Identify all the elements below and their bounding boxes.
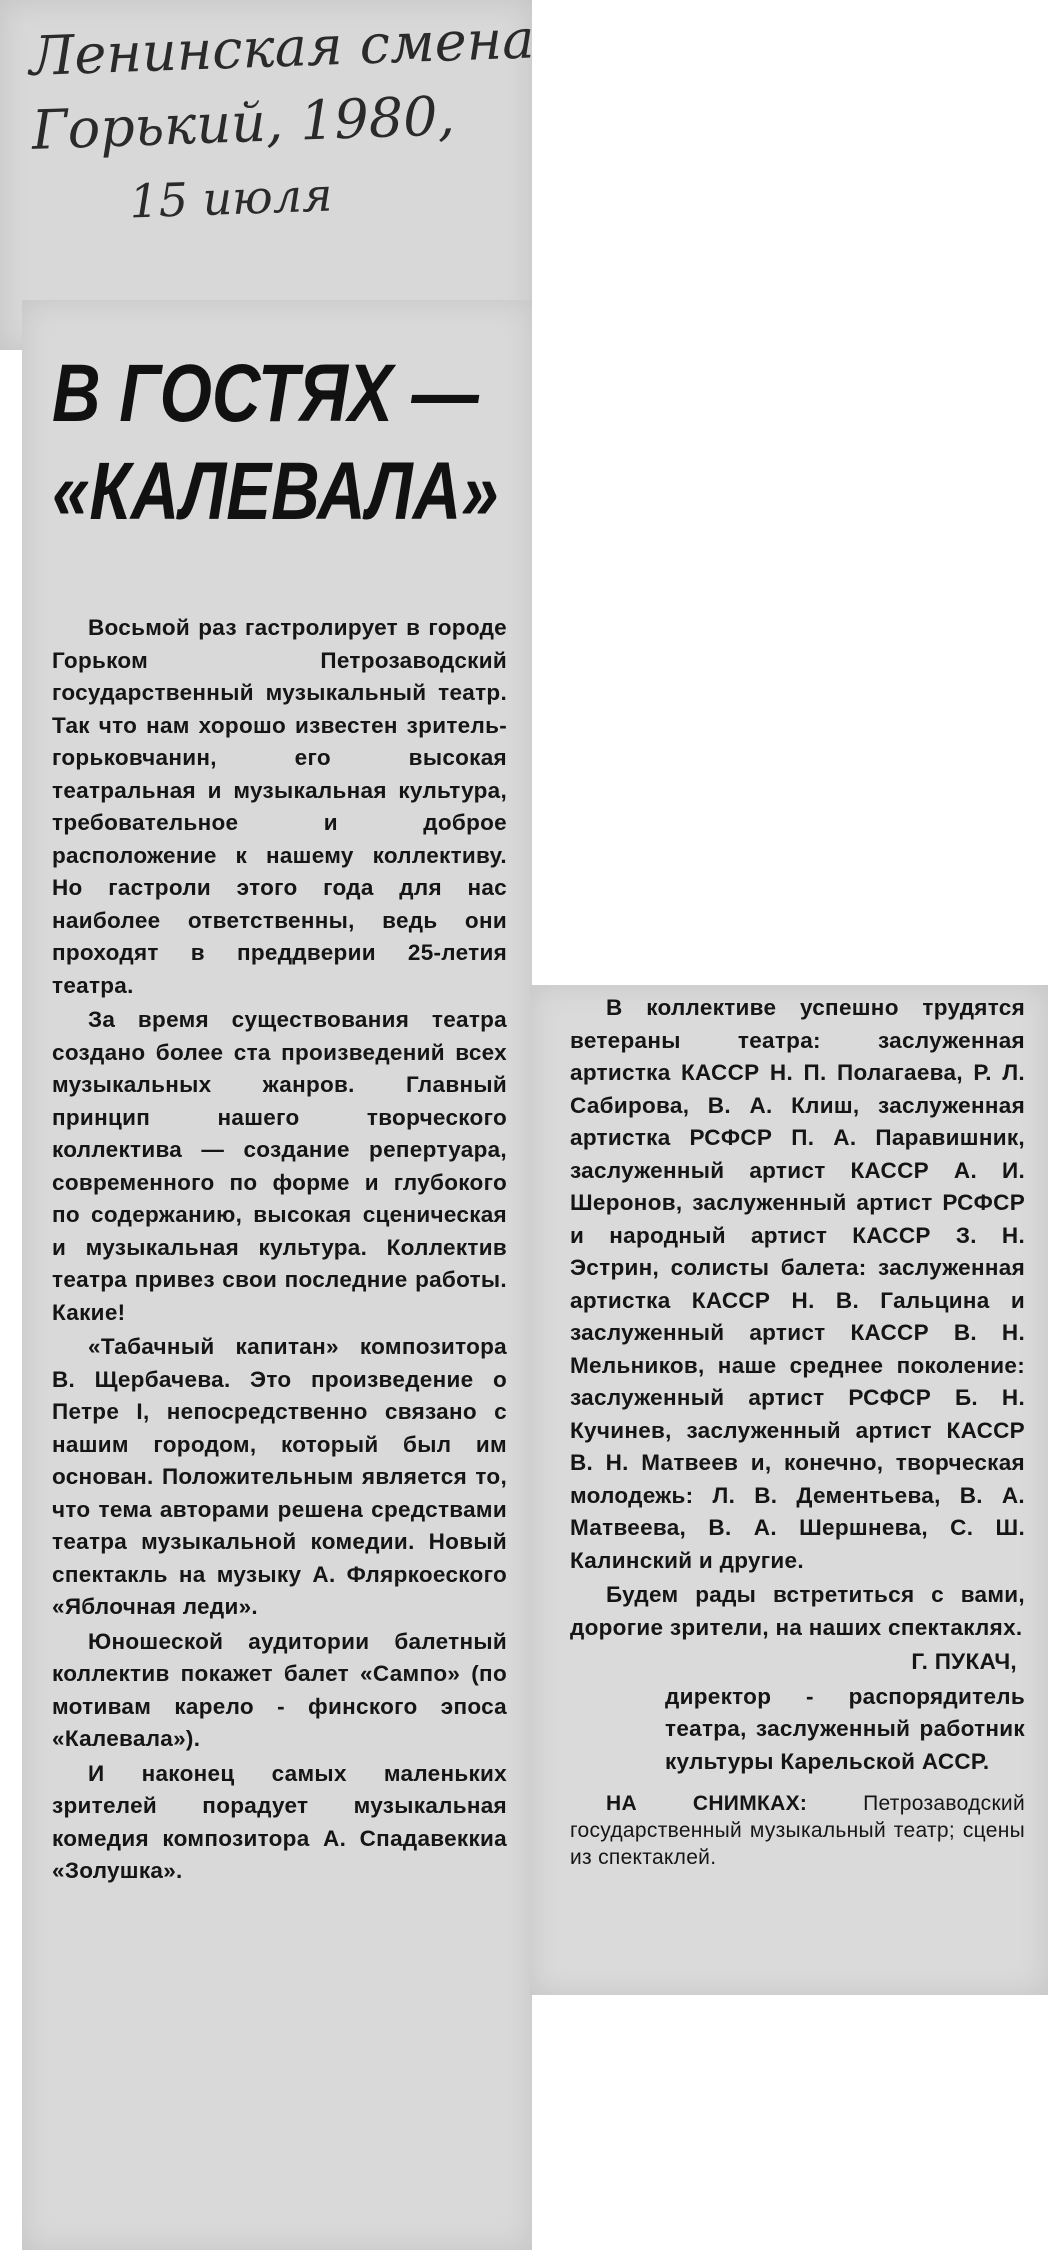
author-role: директор - распорядитель театра, заслуженный работник культуры Карельской АССР. [665,1683,1025,1774]
paragraph: Будем рады встретиться с вами, дорогие зрители, на наших спектаклях. [570,1582,1025,1640]
note-city-year: Горький, 1980, [30,84,456,162]
headline-line-2: «КАЛЕВАЛА» [52,446,499,537]
article-right-column [570,992,1025,1873]
captions-text: Петрозаводский государственный музыкальный театр; сцены из спектаклей. [570,1792,1025,1869]
paragraph: Восьмой раз гастролирует в городе Горьком Петрозаводский государственный музыкальный театр. Так что нам хорошо известен зритель-горьковчанин, его высокая театральная и музыкальная культура, требовательное и доброе расположение к нашему коллективу. Но гастроли этого года для нас наиболее ответственны, ведь они проходят в преддверии 25-летия театра. [52,615,507,998]
handwritten-source-note [28,3,535,242]
article-headline [52,345,499,541]
article-left-column [52,612,507,1890]
paragraph: За время существования театра создано более ста произведений всех музыкальных жанров. Главный принцип нашего творческого коллектива — создание репертуара, современного по форме и глубокого по содержанию, высокая сценическая и музыкальная культура. Коллектив театра привез свои последние работы. Какие! [52,1007,507,1325]
paragraph: В коллективе успешно трудятся ветераны театра: заслуженная артистка КАССР Н. П. Полагаева, Р. Л. Сабирова, В. А. Клиш, заслуженная артистка РСФСР П. А. Паравишник, заслуженный артист КАССР А. И. Шеронов, заслуженный артист РСФСР и народный артист КАССР З. Н. Эстрин, солисты балета: заслуженная артистка КАССР Н. В. Гальцина и заслуженный артист КАССР В. Н. Мельников, наше среднее поколение: заслуженный артист РСФСР Б. Н. Кучинев, заслуженный артист КАССР В. Н. Матвеев и, конечно, творческая молодежь: Л. В. Дементьева, В. А. Матвеева, В. А. Шершнева, С. Ш. Калинский и другие. [570,995,1025,1573]
paragraph: «Табачный капитан» композитора В. Щербачева. Это произведение о Петре I, непосредственно связано с нашим городом, который был им основан. Положительным является то, что тема авторами решена средствами театра музыкальной комедии. Новый спектакль на музыку А. Фляркоеского «Яблочная леди». [52,1334,507,1619]
paragraph: И наконец самых маленьких зрителей порадует музыкальная комедия композитора А. Спадавеккиа «Золушка». [52,1760,507,1883]
captions-label: НА СНИМКАХ: [606,1792,808,1815]
note-date: 15 июля [128,167,334,229]
note-newspaper: Ленинская смена [28,7,536,88]
photo-captions [570,1790,1025,1871]
headline-line-1: В ГОСТЯХ — [52,348,479,439]
author-signature: Г. ПУКАЧ, [911,1649,1017,1674]
paragraph: Юношеской аудитории балетный коллектив покажет балет «Сампо» (по мотивам карело - финского эпоса «Калевала»). [52,1628,507,1751]
